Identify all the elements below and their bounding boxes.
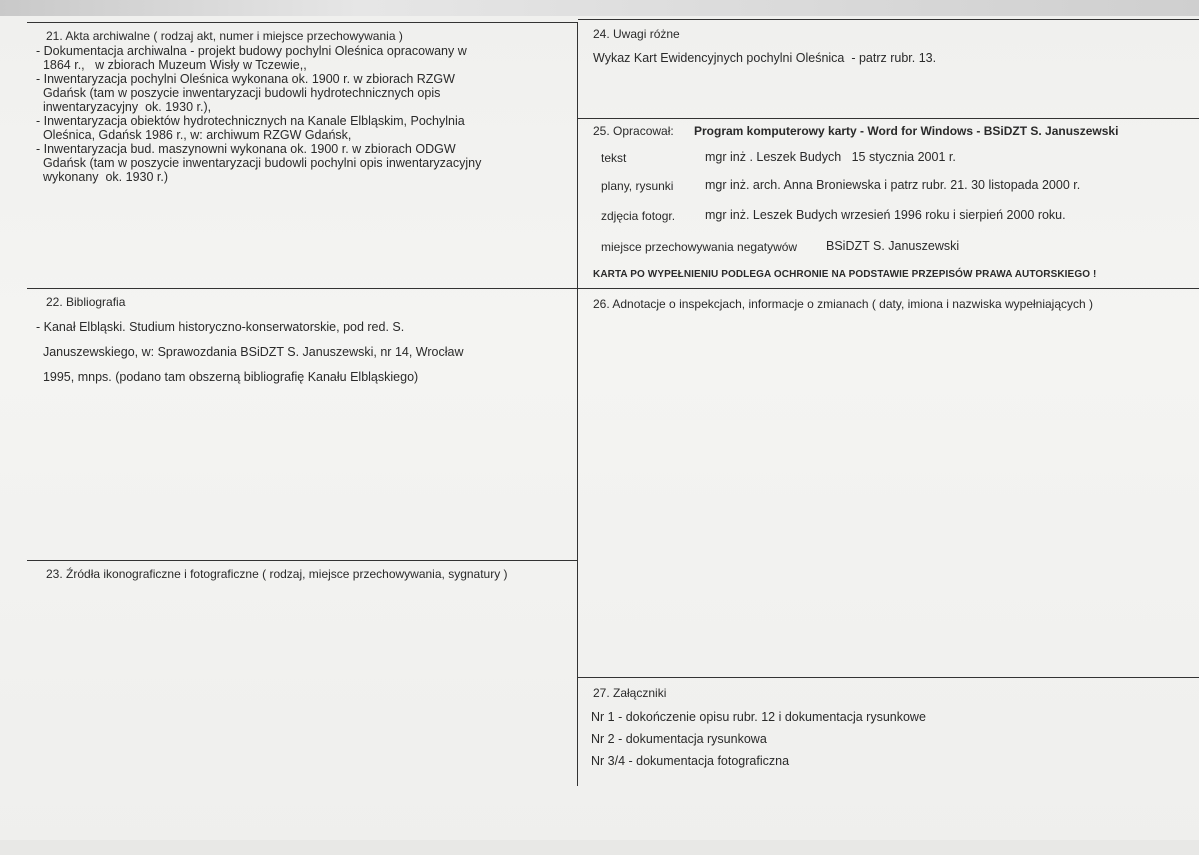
section-21-title: 21. Akta archiwalne ( rodzaj akt, numer i miejsce przechowywania )	[46, 29, 403, 43]
list-item: Oleśnica, Gdańsk 1986 r., w: archiwum RZGW Gdańsk,	[36, 128, 352, 142]
program-note: Program komputerowy karty - Word for Windows - BSiDZT S. Januszewski	[694, 124, 1119, 138]
divider-25-26	[578, 288, 1199, 289]
top-border-left	[27, 22, 578, 23]
list-item: - Inwentaryzacja obiektów hydrotechnicznych na Kanale Elbląskim, Pochylnia	[36, 114, 465, 128]
section-23-title: 23. Źródła ikonograficzne i fotograficzne ( rodzaj, miejsce przechowywania, sygnatury )	[46, 567, 508, 581]
section-27-list	[591, 706, 1191, 772]
section-23-iconographic-sources	[46, 567, 508, 581]
list-item: - Inwentaryzacja pochylni Oleśnica wykonana ok. 1900 r. w zbiorach RZGW	[36, 72, 455, 86]
section-25-prepared-by	[593, 122, 1193, 287]
section-27-title: 27. Załączniki	[593, 686, 667, 700]
divider-26-27	[578, 677, 1199, 678]
divider-24-25	[578, 118, 1199, 119]
section-22-bibliography	[36, 295, 576, 390]
scan-bottom-edge	[0, 840, 1199, 855]
top-border-right	[578, 19, 1199, 20]
bibliography-line: Januszewskiego, w: Sprawozdania BSiDZT S. Januszewski, nr 14, Wrocław	[36, 345, 464, 359]
section-22-title: 22. Bibliografia	[46, 295, 126, 309]
row-value-plans: mgr inż. arch. Anna Broniewska i patrz rubr. 21. 30 listopada 2000 r.	[705, 178, 1081, 192]
list-item: Gdańsk (tam w poszycie inwentaryzacji budowli pochylni opis inwentaryzacyjny	[36, 156, 482, 170]
row-label-plans: plany, rysunki	[601, 179, 674, 193]
section-24-text: Wykaz Kart Ewidencyjnych pochylni Oleśnica - patrz rubr. 13.	[593, 51, 937, 65]
negatives-value: BSiDZT S. Januszewski	[826, 239, 960, 253]
section-24-title: 24. Uwagi różne	[593, 27, 680, 41]
scan-top-edge	[0, 0, 1199, 16]
section-21-list	[36, 44, 576, 184]
section-26-title: 26. Adnotacje o inspekcjach, informacje o zmianach ( daty, imiona i nazwiska wypełniających )	[593, 297, 1094, 311]
section-21-archival-records	[36, 29, 576, 184]
section-24-notes	[593, 27, 1193, 65]
bibliography-line: - Kanał Elbląski. Studium historyczno-konserwatorskie, pod red. S.	[36, 320, 405, 334]
list-item: - Dokumentacja archiwalna - projekt budowy pochylni Oleśnica opracowany w	[36, 44, 467, 58]
section-25-title: 25. Opracował:	[593, 124, 674, 138]
divider-21-22	[27, 288, 578, 289]
section-27-attachments	[591, 686, 1191, 772]
list-item: inwentaryzacyjny ok. 1930 r.),	[36, 100, 212, 114]
center-divider	[577, 22, 578, 786]
attachment-item: Nr 3/4 - dokumentacja fotograficzna	[591, 754, 790, 768]
divider-22-23	[27, 560, 578, 561]
list-item: wykonany ok. 1930 r.)	[36, 170, 169, 184]
section-22-text	[36, 315, 576, 390]
row-label-photos: zdjęcia fotogr.	[601, 209, 676, 223]
row-value-text: mgr inż . Leszek Budych 15 stycznia 2001 r.	[705, 150, 956, 164]
copyright-warning: KARTA PO WYPEŁNIENIU PODLEGA OCHRONIE NA PODSTAWIE PRZEPISÓW PRAWA AUTORSKIEGO !	[593, 269, 1097, 280]
list-item: Gdańsk (tam w poszycie inwentaryzacji budowli hydrotechnicznych opis	[36, 86, 441, 100]
row-label-text: tekst	[601, 151, 627, 165]
list-item: 1864 r., w zbiorach Muzeum Wisły w Tczewie,,	[36, 58, 307, 72]
list-item: - Inwentaryzacja bud. maszynowni wykonana ok. 1900 r. w zbiorach ODGW	[36, 142, 456, 156]
negatives-label: miejsce przechowywania negatywów	[601, 240, 798, 254]
section-26-annotations	[593, 297, 1093, 311]
attachment-item: Nr 2 - dokumentacja rysunkowa	[591, 732, 767, 746]
row-value-photos: mgr inż. Leszek Budych wrzesień 1996 roku i sierpień 2000 roku.	[705, 208, 1066, 222]
bibliography-line: 1995, mnps. (podano tam obszerną bibliografię Kanału Elbląskiego)	[36, 370, 419, 384]
attachment-item: Nr 1 - dokończenie opisu rubr. 12 i dokumentacja rysunkowe	[591, 710, 926, 724]
